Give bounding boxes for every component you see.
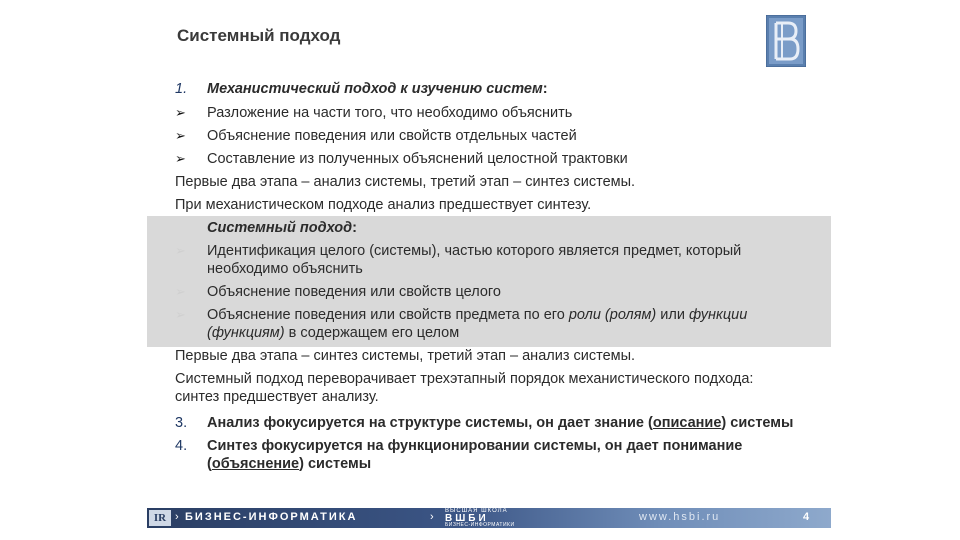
sys-bullet-3-part-c: или [656,307,689,323]
item4-part-a: ( [207,456,212,472]
item4-line-1: Синтез фокусируется на функционировании системы, он дает понимание [207,438,743,454]
sys-bullet-3-part-f: в содержащем его целом [284,325,460,341]
chevron-right-icon: ➢ [175,243,186,258]
sys-bullet-1-line-1: Идентификация целого (системы), частью которого является предмет, который [207,243,742,259]
footer-school-line-1: ВЫСШАЯ ШКОЛА [445,508,508,514]
hse-logo [766,15,806,67]
sys-bullet-3-line-1 [207,306,747,324]
sys-bullet-3-line-2 [207,324,459,342]
chevron-right-icon: ➢ [175,284,186,299]
sys-bullet-3-part-d: функции [688,307,748,323]
item3-marker: 3. [175,415,188,431]
chevron-right-icon: › [430,511,434,523]
item3-part-b: описание [652,415,722,431]
item1-heading [207,80,548,98]
sys-bullet-1-line-2: необходимо объяснить [207,261,363,277]
footer-school-line-3: БИЗНЕС-ИНФОРМАТИКИ [445,522,515,528]
mech-note-2: При механистическом подходе анализ предшествует синтезу. [175,197,592,213]
page-number: 4 [803,511,810,523]
footer-school-logo [445,508,555,528]
item3-part-c: ) системы [721,415,794,431]
footer-url: www.hsbi.ru [639,511,721,523]
item4-marker: 4. [175,438,188,454]
sys-bullet-2: Объяснение поведения или свойств целого [207,284,501,300]
footer-logo: IR [149,510,171,526]
sys-bullet-3-part-a: Объяснение поведения или свойств предмета по его [207,307,569,323]
sys-note-1: Первые два этапа – синтез системы, третий этап – анализ системы. [175,348,636,364]
footer-brand: БИЗНЕС-ИНФОРМАТИКА [185,511,358,523]
item4-part-b: объяснение [211,456,300,472]
chevron-right-icon: ➢ [175,151,186,166]
sys-note-2-line-2: синтез предшествует анализу. [175,389,379,405]
sys-bullet-3-part-e: (функциям) [207,325,285,341]
slide-footer [147,508,831,528]
item4-line-2 [207,455,371,473]
slide-title: Системный подход [177,26,341,45]
mech-bullet-1: Разложение на части того, что необходимо объяснить [207,105,573,121]
sys-note-2-line-1: Системный подход переворачивает трехэтапный порядок механистического подхода: [175,371,754,387]
chevron-right-icon: ➢ [175,105,186,120]
item2-heading [207,219,357,237]
chevron-right-icon: ➢ [175,307,186,322]
chevron-right-icon: ➢ [175,128,186,143]
item1-text: Механистический подход к изучению систем [207,81,543,97]
item3-part-a: Анализ фокусируется на структуре системы, он дает знание ( [207,415,653,431]
item2-colon: : [352,220,357,236]
item1-marker: 1. [175,81,188,97]
item1-colon: : [542,81,548,97]
item2-text: Системный подход [207,220,353,236]
footer-school-line-2: ВШБИ [445,513,489,524]
mech-bullet-3: Составление из полученных объяснений целостной трактовки [207,151,628,167]
item4-part-c: ) системы [299,456,372,472]
sys-bullet-3-part-b: роли (ролям) [568,307,657,323]
mech-bullet-2: Объяснение поведения или свойств отдельных частей [207,128,577,144]
item3-text [207,414,793,432]
mech-note-1: Первые два этапа – анализ системы, третий этап – синтез системы. [175,174,636,190]
chevron-right-icon: › [175,511,179,523]
